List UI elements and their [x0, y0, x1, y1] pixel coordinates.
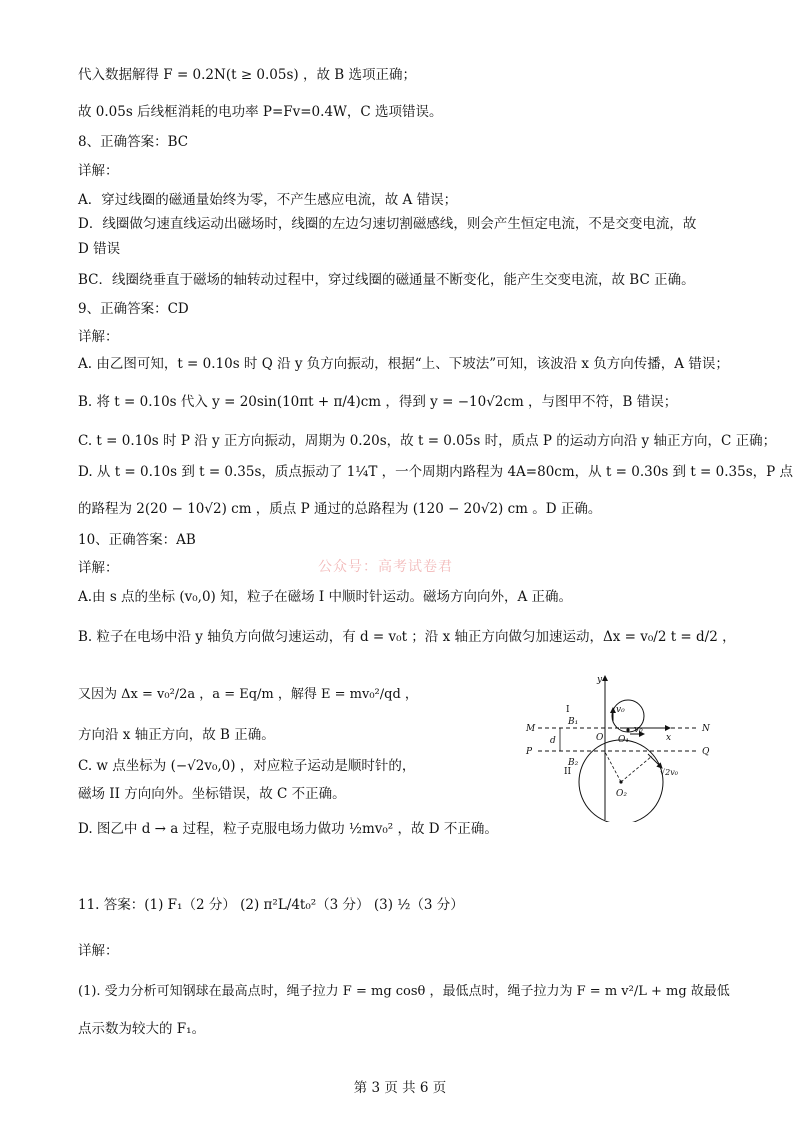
velocity-arrow: [648, 754, 662, 768]
answer-heading: 8、正确答案：BC: [78, 134, 189, 150]
text-line: 故 0.05s 后线框消耗的电功率 P=Fv=0.4W，C 选项错误。: [78, 104, 443, 120]
diagram-label: O₁: [618, 735, 629, 745]
answer-heading: 11. 答案：(1) F₁（2 分） (2) π²L/4t₀²（3 分） (3) ½（3 分）: [78, 897, 464, 913]
radius-line: [605, 752, 621, 782]
text-line: 详解：: [78, 560, 119, 576]
diagram-label: B₁: [568, 717, 579, 727]
text-line: C. w 点坐标为 (−√2v₀,0) ，对应粒子运动是顺时针的，: [78, 758, 416, 774]
answer-heading: 9、正确答案：CD: [78, 301, 189, 317]
text-line: D. 图乙中 d → a 过程，粒子克服电场力做功 ½mv₀² ，故 D 不正确。: [78, 821, 498, 837]
text-line: 又因为 Δx = v₀²/2a ，a = Eq/m ，解得 E = mv₀²/qd ，: [78, 687, 418, 702]
text-line: 点示数为较大的 F₁。: [78, 1021, 206, 1037]
text-line: A．穿过线圈的磁通量始终为零，不产生感应电流，故 A 错误；: [78, 192, 458, 208]
text-line: 详解：: [78, 329, 119, 345]
text-line: 磁场 II 方向向外。坐标错误，故 C 不正确。: [78, 786, 346, 802]
diagram-label: v₀: [634, 725, 643, 735]
text-line: B. 粒子在电场中沿 y 轴负方向做匀速运动，有 d = v₀t ；沿 x 轴正方向做匀加速运动，Δx = v₀/2 t = d/2 ，: [78, 629, 736, 645]
diagram-label: B₂: [568, 758, 579, 768]
text-line: D. 从 t = 0.10s 到 t = 0.35s，质点振动了 1¼T ，一个周期内路程为 4A=80cm，从 t = 0.30s 到 t = 0.35s，P 点: [78, 464, 794, 480]
page-footer: 第 3 页 共 6 页: [353, 1080, 447, 1096]
radius-line: [621, 756, 652, 782]
text-line: 详解：: [78, 163, 119, 179]
text-line: 代入数据解得 F = 0.2N(t ≥ 0.05s) ，故 B 选项正确；: [78, 67, 416, 83]
text-line: 详解：: [78, 943, 119, 959]
diagram-label: N: [702, 724, 710, 734]
trajectory-diagram: [520, 672, 720, 822]
watermark: 公众号：高考试卷君: [318, 559, 453, 575]
diagram-label: Q: [702, 747, 710, 757]
diagram-label: II: [564, 767, 572, 777]
center-point: [619, 780, 622, 783]
text-line: 的路程为 2(20 − 10√2) cm ，质点 P 通过的总路程为 (120 − 20√2) cm 。D 正确。: [78, 501, 602, 517]
text-line: D．线圈做匀速直线运动出磁场时，线圈的左边匀速切割磁感线，则会产生恒定电流，不是交变电流，故: [78, 216, 697, 232]
diagram-label: O₂: [616, 789, 627, 799]
text-line: A.由 s 点的坐标 (v₀,0) 知，粒子在磁场 I 中顺时针运动。磁场方向向外，A 正确。: [78, 589, 573, 605]
diagram-label: √2v₀: [660, 768, 678, 777]
text-line: C. t = 0.10s 时 P 沿 y 正方向振动，周期为 0.20s，故 t = 0.05s 时，质点 P 的运动方向沿 y 轴正方向，C 正确；: [78, 433, 777, 449]
diagram-label: d: [550, 736, 556, 746]
center-point: [626, 728, 629, 731]
diagram-label: P: [526, 747, 533, 757]
diagram-label: x: [666, 733, 672, 743]
diagram-label: v₀: [616, 705, 625, 715]
text-line: 方向沿 x 轴正方向，故 B 正确。: [78, 727, 275, 743]
diagram-label: y: [597, 675, 603, 685]
diagram-label: I: [566, 705, 570, 715]
text-line: B. 将 t = 0.10s 代入 y = 20sin(10πt + π/4)cm ，得到 y = −10√2cm ，与图甲不符，B 错误；: [78, 394, 678, 410]
text-line: A. 由乙图可知，t = 0.10s 时 Q 沿 y 负方向振动，根据“上、下坡法”可知，该波沿 x 负方向传播，A 错误；: [78, 356, 729, 372]
diagram-label: M: [526, 724, 536, 734]
answer-heading: 10、正确答案：AB: [78, 532, 196, 548]
diagram-label: O: [596, 733, 604, 743]
text-line: D 错误: [78, 241, 121, 257]
text-line: BC．线圈绕垂直于磁场的轴转动过程中，穿过线圈的磁通量不断变化，能产生交变电流，故 BC 正确。: [78, 272, 695, 288]
text-line: (1). 受力分析可知钢球在最高点时，绳子拉力 F = mg cosθ ，最低点时，绳子拉力为 F = m v²/L + mg 故最低: [78, 984, 730, 999]
